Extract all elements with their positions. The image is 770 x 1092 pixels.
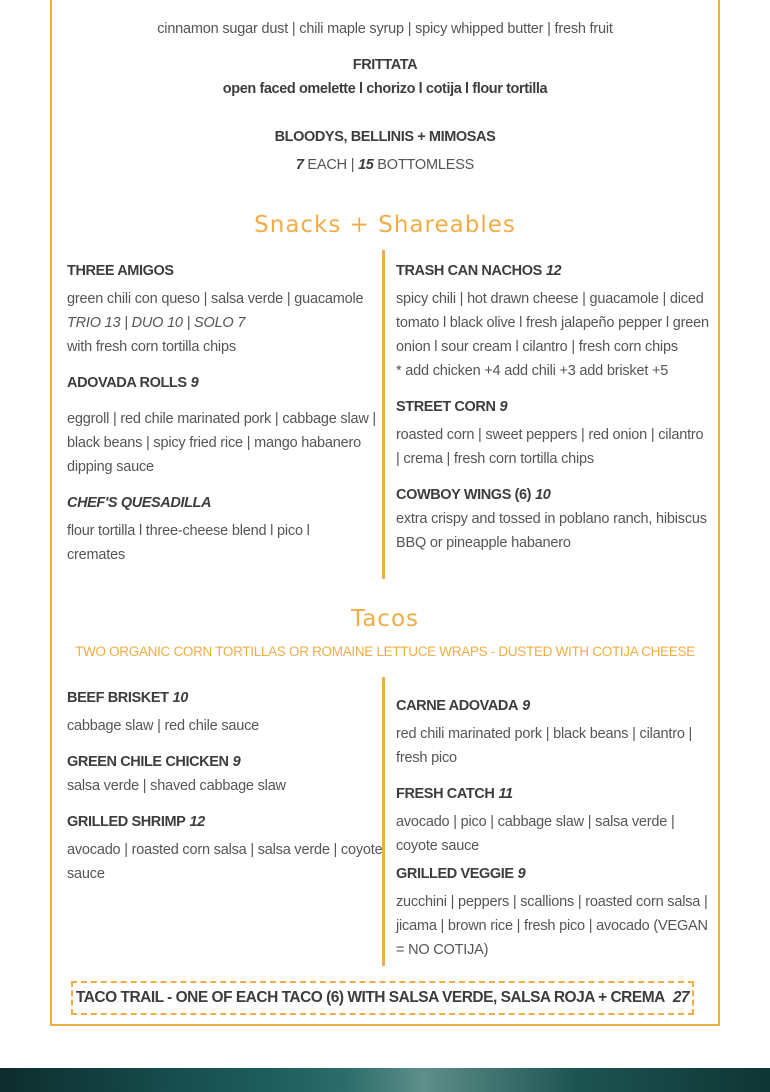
street-corn-label: STREET CORN (396, 399, 496, 415)
beef-brisket-description: cabbage slaw | red chile sauce (67, 718, 260, 734)
drinks-name: BLOODYS, BELLINIS + MIMOSAS (274, 129, 496, 145)
grilled-veggie-price: 9 (517, 866, 526, 882)
green-chile-chicken-description: salsa verde | shaved cabbage slaw (67, 778, 286, 794)
trash-can-nachos-price: 12 (545, 263, 562, 279)
drinks-price-bottomless: 15 (358, 157, 374, 173)
tacos-subtitle: TWO ORGANIC CORN TORTILLAS OR ROMAINE LETTUCE WRAPS - DUSTED WITH COTIJA CHEESE (75, 644, 695, 659)
fresh-catch-price: 11 (498, 786, 513, 802)
three-amigos-sizes: TRIO 13 | DUO 10 | SOLO 7 (67, 315, 246, 331)
grilled-veggie-desc-3: = NO COTIJA) (396, 942, 489, 958)
beef-brisket-name (67, 690, 188, 706)
trash-can-nachos-label: TRASH CAN NACHOS (396, 263, 542, 279)
cowboy-wings-label: COWBOY WINGS (6) (396, 487, 532, 503)
grilled-veggie-desc-2: jicama | brown rice | fresh pico | avocado (VEGAN (396, 918, 708, 934)
grilled-shrimp-label: GRILLED SHRIMP (67, 814, 186, 830)
fresh-catch-name (396, 786, 513, 802)
cowboy-wings-price: 10 (535, 487, 551, 503)
chefs-quesadilla-name: CHEF'S QUESADILLA (67, 495, 212, 511)
green-chile-chicken-label: GREEN CHILE CHICKEN (67, 754, 229, 770)
green-chile-chicken-name (67, 754, 240, 770)
fresh-catch-desc-2: coyote sauce (396, 838, 480, 854)
cowboy-wings-name (396, 487, 550, 503)
grilled-veggie-name (396, 866, 525, 882)
drinks-bottomless-label: BOTTOMLESS (377, 157, 475, 173)
street-corn-desc-1: roasted corn | sweet peppers | red onion | cilantro (396, 427, 704, 443)
grilled-veggie-desc-1: zucchini | peppers | scallions | roasted corn salsa | (396, 894, 708, 910)
green-chile-chicken-price: 9 (232, 754, 241, 770)
three-amigos-description: green chili con queso | salsa verde | guacamole (67, 291, 364, 307)
taco-trail-price: 27 (672, 989, 690, 1006)
grilled-shrimp-desc-1: avocado | roasted corn salsa | salsa verde | coyote (67, 842, 383, 858)
adovada-rolls-desc-2: black beans | spicy fried rice | mango habanero (67, 435, 361, 451)
adovada-rolls-desc-1: eggroll | red chile marinated pork | cabbage slaw | (67, 411, 376, 427)
trash-can-nachos-name (396, 263, 561, 279)
grilled-veggie-label: GRILLED VEGGIE (396, 866, 514, 882)
trash-can-nachos-desc-3: onion l sour cream l cilantro | fresh corn chips (396, 339, 678, 355)
street-corn-desc-2: | crema | fresh corn tortilla chips (396, 451, 594, 467)
cowboy-wings-desc-2: BBQ or pineapple habanero (396, 535, 571, 551)
drinks-each-label: EACH | (307, 157, 355, 173)
fresh-catch-desc-1: avocado | pico | cabbage slaw | salsa verde | (396, 814, 675, 830)
carne-adovada-price: 9 (522, 698, 530, 714)
adovada-rolls-desc-3: dipping sauce (67, 459, 154, 475)
footer-photo (0, 1068, 770, 1092)
carne-adovada-name (396, 698, 530, 714)
drinks-price-line (50, 157, 720, 173)
waffle-description: cinnamon sugar dust | chili maple syrup | spicy whipped butter | fresh fruit (157, 21, 613, 37)
street-corn-name (396, 399, 507, 415)
beef-brisket-label: BEEF BRISKET (67, 690, 169, 706)
chefs-quesadilla-desc-2: cremates (67, 547, 126, 563)
taco-trail-text: TACO TRAIL - ONE OF EACH TACO (6) WITH SALSA VERDE, SALSA ROJA + CREMA (75, 989, 665, 1006)
trash-can-nachos-desc-2: tomato l black olive l fresh jalapeño pepper l green (396, 315, 709, 331)
cowboy-wings-desc-1: extra crispy and tossed in poblano ranch, hibiscus (396, 511, 707, 527)
adovada-rolls-label: ADOVADA ROLLS (67, 375, 187, 391)
three-amigos-note: with fresh corn tortilla chips (67, 339, 236, 355)
adovada-rolls-price: 9 (190, 375, 199, 391)
trash-can-nachos-addons: * add chicken +4 add chili +3 add brisket +5 (396, 363, 669, 379)
carne-adovada-desc-1: red chili marinated pork | black beans | cilantro | (396, 726, 693, 742)
carne-adovada-label: CARNE ADOVADA (396, 698, 519, 714)
grilled-shrimp-name (67, 814, 205, 830)
trash-can-nachos-desc-1: spicy chili | hot drawn cheese | guacamole | diced (396, 291, 704, 307)
drinks-price-each: 7 (295, 157, 304, 173)
frittata-name: FRITTATA (352, 57, 418, 73)
snacks-divider (382, 250, 385, 579)
frittata-description: open faced omelette l chorizo l cotija l flour tortilla (222, 81, 548, 97)
beef-brisket-price: 10 (172, 690, 188, 706)
taco-trail-box (71, 981, 694, 1015)
chefs-quesadilla-desc-1: flour tortilla l three-cheese blend l pico l (67, 523, 310, 539)
street-corn-price: 9 (499, 399, 508, 415)
tacos-divider (382, 677, 385, 966)
fresh-catch-label: FRESH CATCH (396, 786, 495, 802)
adovada-rolls-name (67, 375, 198, 391)
carne-adovada-desc-2: fresh pico (396, 750, 457, 766)
snacks-section-title: Snacks + Shareables (254, 212, 516, 238)
three-amigos-name: THREE AMIGOS (67, 263, 174, 279)
grilled-shrimp-price: 12 (189, 814, 205, 830)
grilled-shrimp-desc-2: sauce (67, 866, 105, 882)
tacos-section-title: Tacos (350, 606, 420, 632)
